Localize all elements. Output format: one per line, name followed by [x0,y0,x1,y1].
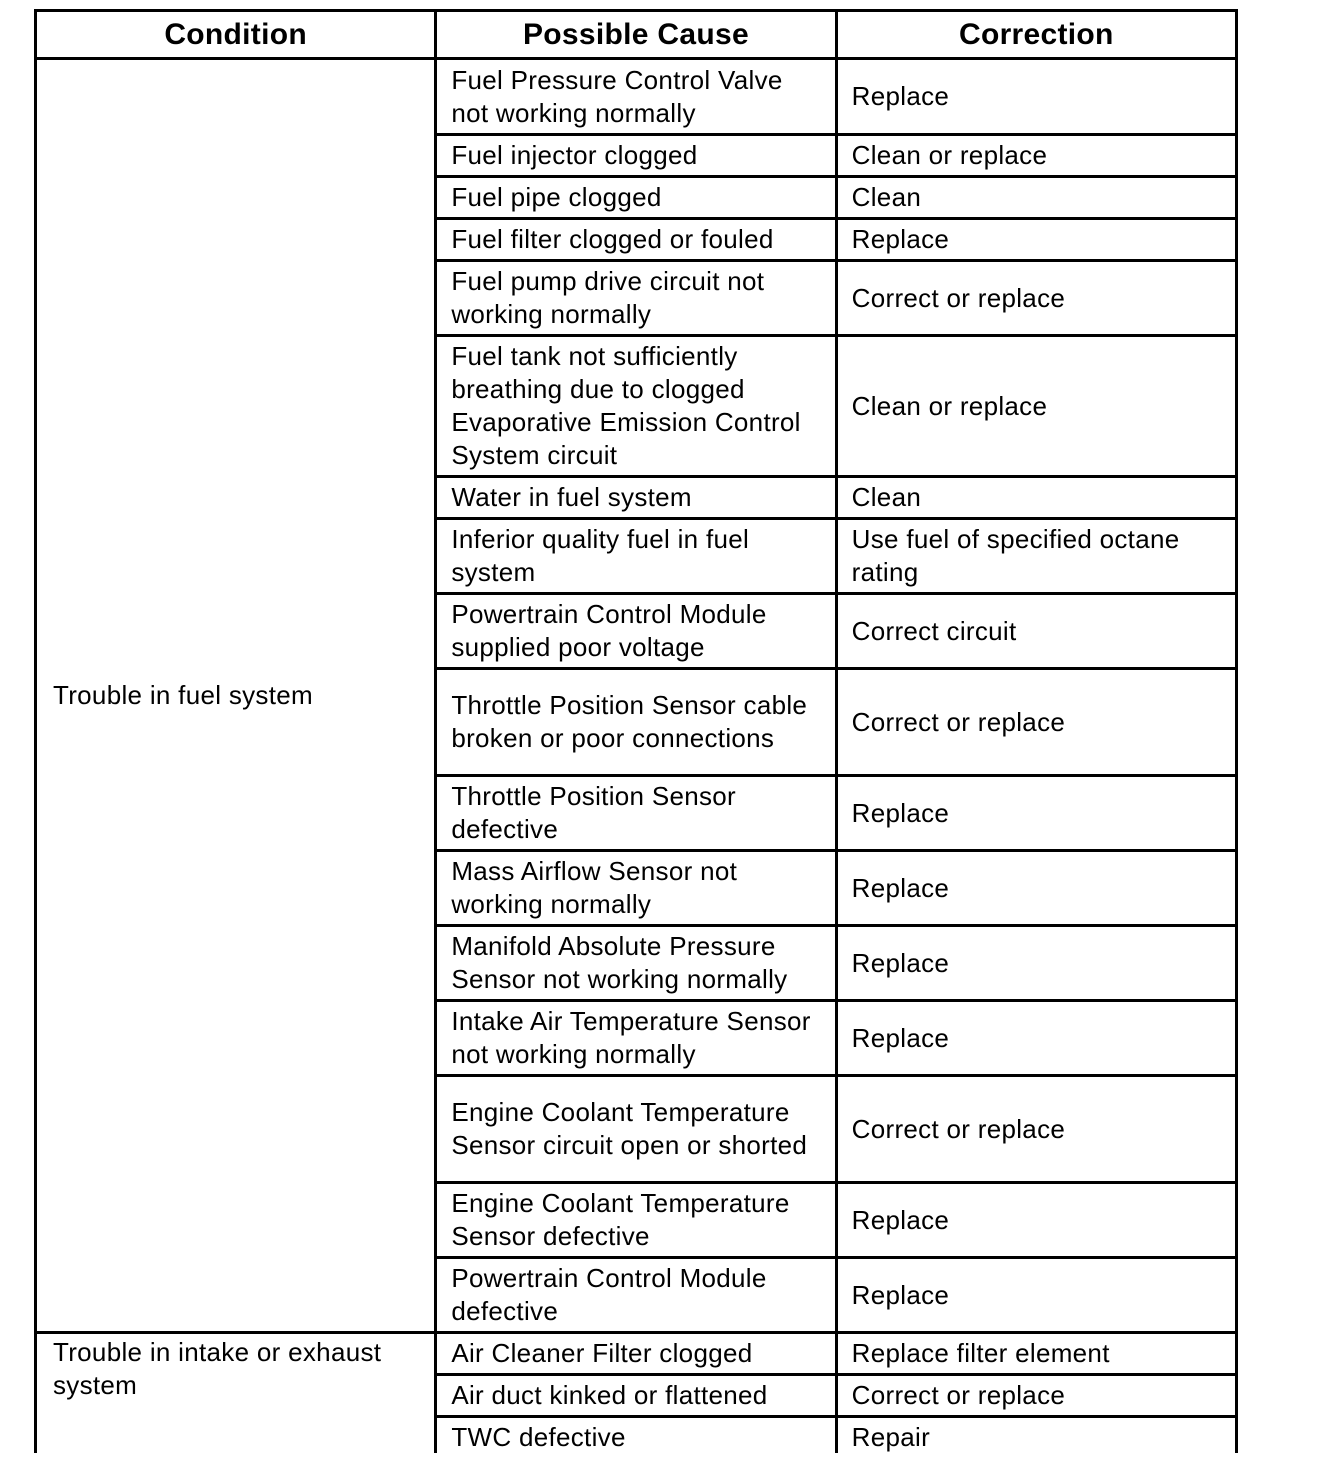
correction-cell: Correct or replace [836,1375,1236,1417]
table-row [36,1333,1237,1375]
header-row [36,11,1237,59]
cause-cell: Powertrain Control Module supplied poor voltage [436,594,836,669]
correction-cell: Replace [836,776,1236,851]
cause-cell: Fuel filter clogged or fouled [436,219,836,261]
cause-cell: Fuel pipe clogged [436,177,836,219]
correction-cell: Repair [836,1417,1236,1454]
cause-cell: Powertrain Control Module defective [436,1258,836,1333]
cause-cell: Engine Coolant Temperature Sensor defective [436,1183,836,1258]
cause-cell: Water in fuel system [436,477,836,519]
troubleshooting-table [34,9,1238,1453]
correction-cell: Clean [836,177,1236,219]
header-correction: Correction [836,11,1236,59]
correction-cell: Replace [836,1258,1236,1333]
cause-cell: Throttle Position Sensor defective [436,776,836,851]
cause-cell: TWC defective [436,1417,836,1454]
correction-cell: Clean [836,477,1236,519]
cause-cell: Inferior quality fuel in fuel system [436,519,836,594]
correction-cell: Correct or replace [836,669,1236,776]
cause-cell: Mass Airflow Sensor not working normally [436,851,836,926]
correction-cell: Replace [836,1001,1236,1076]
correction-cell: Replace [836,59,1236,135]
correction-cell: Correct circuit [836,594,1236,669]
cause-cell: Manifold Absolute Pressure Sensor not working normally [436,926,836,1001]
table-row [36,59,1237,135]
cause-cell: Fuel Pressure Control Valve not working normally [436,59,836,135]
header-possible-cause: Possible Cause [436,11,836,59]
correction-cell: Use fuel of specified octane rating [836,519,1236,594]
correction-cell: Replace [836,926,1236,1001]
correction-cell: Correct or replace [836,261,1236,336]
cause-cell: Fuel injector clogged [436,135,836,177]
correction-cell: Replace filter element [836,1333,1236,1375]
cause-cell: Engine Coolant Temperature Sensor circuit open or shorted [436,1076,836,1183]
correction-cell: Clean or replace [836,135,1236,177]
header-condition: Condition [36,11,436,59]
correction-cell: Replace [836,851,1236,926]
cause-cell: Air Cleaner Filter clogged [436,1333,836,1375]
correction-cell: Clean or replace [836,336,1236,477]
correction-cell: Correct or replace [836,1076,1236,1183]
cause-cell: Air duct kinked or flattened [436,1375,836,1417]
condition-cell: Trouble in intake or exhaust system [36,1333,436,1454]
cause-cell: Fuel tank not sufficiently breathing due to clogged Evaporative Emission Control System circuit [436,336,836,477]
correction-cell: Replace [836,1183,1236,1258]
cause-cell: Throttle Position Sensor cable broken or poor connections [436,669,836,776]
cause-cell: Intake Air Temperature Sensor not working normally [436,1001,836,1076]
correction-cell: Replace [836,219,1236,261]
troubleshooting-table-container [33,8,1240,1453]
cause-cell: Fuel pump drive circuit not working normally [436,261,836,336]
condition-cell: Trouble in fuel system [36,59,436,1333]
